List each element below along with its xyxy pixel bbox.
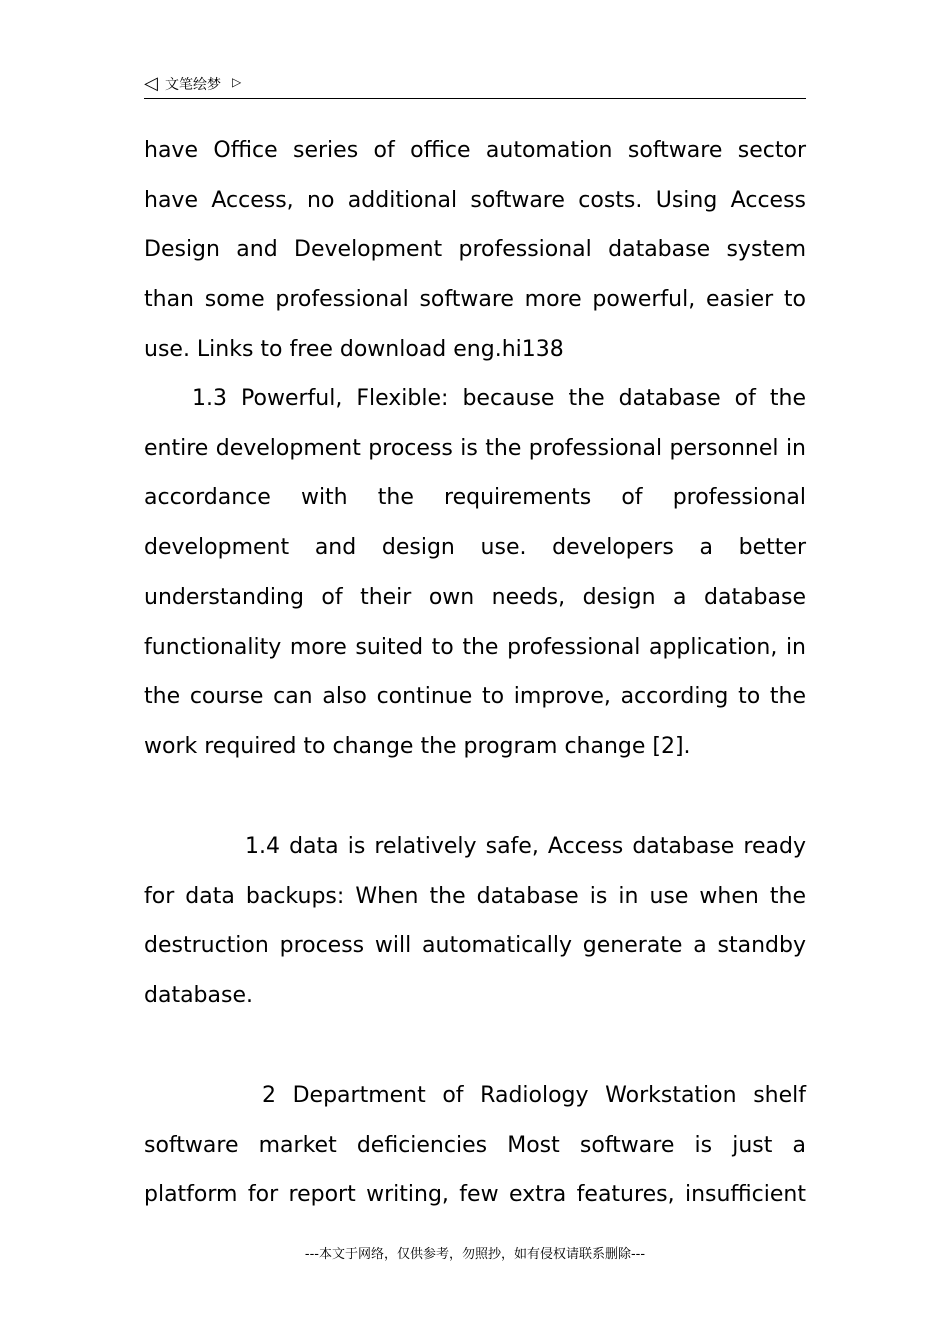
paragraph-1: have Office series of office automation software sector have Access, no additional software costs. Using Access Design and Development professional database system than some professional software more powerful, easier to use. Links to free download eng.hi138 <box>144 138 806 362</box>
paragraph-2: 1.3 Powerful, Flexible: because the database of the entire development process is the professional personnel in accordance with the requirements of professional development and design use. developers a better understanding of their own needs, design a database functionality more suited to the professional application, in the course can also continue to improve, according to the work required to change the program change [2]. <box>144 386 806 759</box>
page-header <box>144 74 806 99</box>
page-footer: ---本文于网络，仅供参考，勿照抄，如有侵权请联系删除--- <box>304 1247 646 1262</box>
paragraph-3: 1.4 data is relatively safe, Access database ready for data backups: When the database is in use when the destruction process will automatically generate a standby database. <box>144 834 806 1009</box>
left-triangle-icon: ◁ <box>144 73 158 94</box>
paragraph-4: 2 Department of Radiology Workstation shelf software market deficiencies Most software is just a platform for report writing, few extra features, insufficient <box>144 1083 806 1208</box>
right-triangle-icon: ▷ <box>232 75 242 89</box>
header-title: 文笔绘梦 <box>165 77 221 93</box>
